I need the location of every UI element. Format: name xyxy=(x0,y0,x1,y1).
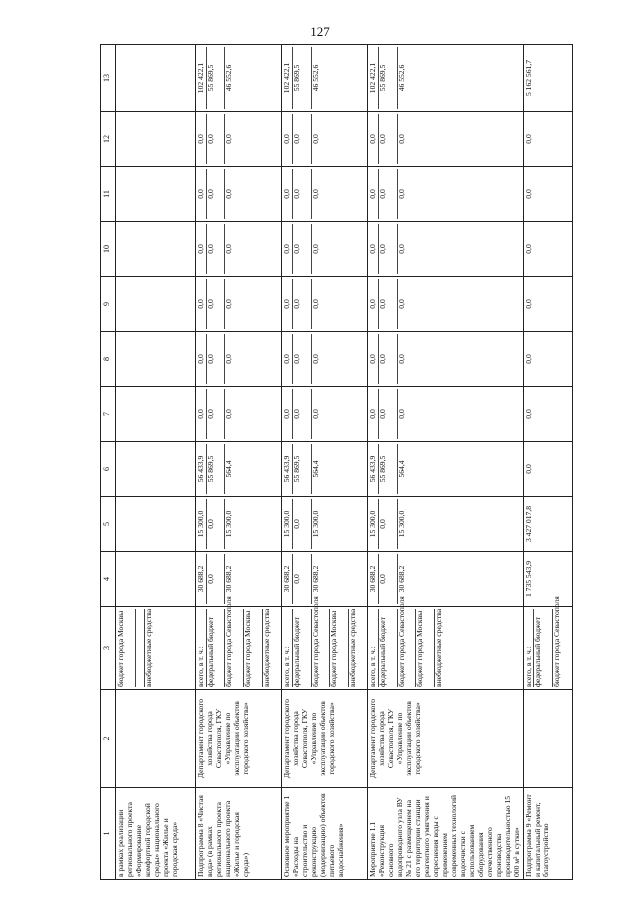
source-label: федеральный бюджет xyxy=(379,609,398,687)
row-executor: Департамент городского хозяйства города Севастополя, ГКУ «Управление по эксплуатации объектов городского хозяйства» xyxy=(282,690,368,788)
table-row xyxy=(196,45,282,880)
value-cell xyxy=(523,442,572,497)
value: 0,0 xyxy=(207,279,226,329)
value: 0,0 xyxy=(197,169,207,219)
row-sources xyxy=(282,596,368,690)
value: 0,0 xyxy=(396,299,406,309)
source-label: внебюджетные средства xyxy=(433,608,443,687)
value: 46 552,6 xyxy=(224,64,234,92)
value: 0,0 xyxy=(293,114,312,164)
value: 0,0 xyxy=(379,279,398,329)
source-label: бюджет города Москвы xyxy=(117,609,136,687)
value: 0,0 xyxy=(283,114,293,164)
value-cell xyxy=(368,277,523,332)
header-cell: 12 xyxy=(101,112,116,167)
source-label: федеральный бюджет xyxy=(534,609,553,687)
value: 30 688,2 xyxy=(283,554,293,604)
value: 0,0 xyxy=(197,114,207,164)
value-cell xyxy=(196,45,282,112)
budget-table xyxy=(100,44,573,880)
value-cell xyxy=(196,497,282,552)
value: 0,0 xyxy=(379,114,398,164)
value-cell xyxy=(116,277,196,332)
header-cell: 9 xyxy=(101,277,116,332)
source-label: бюджет города Москвы xyxy=(244,609,263,687)
value: 0,0 xyxy=(207,389,226,439)
header-cell: 7 xyxy=(101,387,116,442)
source-label: бюджет города Севастополя xyxy=(398,609,417,687)
value: 0,0 xyxy=(379,334,398,384)
value: 0,0 xyxy=(523,299,533,309)
value: 0,0 xyxy=(293,224,312,274)
value: 0,0 xyxy=(396,189,406,199)
value: 15 300,0 xyxy=(310,510,320,538)
value: 15 300,0 xyxy=(396,510,406,538)
value: 0,0 xyxy=(523,464,533,474)
value: 564,4 xyxy=(310,460,320,478)
value: 15 300,0 xyxy=(197,499,207,549)
value-cell xyxy=(196,387,282,442)
value: 0,0 xyxy=(224,354,234,364)
value: 56 433,9 xyxy=(197,444,207,494)
value-cell xyxy=(523,222,572,277)
value: 0,0 xyxy=(523,134,533,144)
value-cell xyxy=(523,552,572,607)
header-cell: 5 xyxy=(101,497,116,552)
value-cell xyxy=(282,112,368,167)
value: 0,0 xyxy=(293,169,312,219)
value: 0,0 xyxy=(369,224,379,274)
value-cell xyxy=(282,552,368,607)
value-cell xyxy=(282,222,368,277)
value: 0,0 xyxy=(283,169,293,219)
header-cell: 10 xyxy=(101,222,116,277)
row-sources xyxy=(368,596,523,690)
value: 0,0 xyxy=(283,334,293,384)
value: 0,0 xyxy=(207,169,226,219)
value-cell xyxy=(282,387,368,442)
value: 0,0 xyxy=(224,299,234,309)
value: 0,0 xyxy=(293,389,312,439)
row-sources xyxy=(196,596,282,690)
row-executor xyxy=(523,690,572,788)
source-label: всего, в т. ч.: xyxy=(525,609,535,687)
value-cell xyxy=(116,552,196,607)
value: 55 869,5 xyxy=(379,444,398,494)
value: 564,4 xyxy=(396,460,406,478)
value-cell xyxy=(368,497,523,552)
table-row xyxy=(523,45,572,880)
value-cell xyxy=(282,45,368,112)
value: 102 422,1 xyxy=(197,47,207,109)
row-name: Подпрограмма 9 «Ремонт и капитальный ремонт, благоустройство xyxy=(523,788,572,880)
table-row xyxy=(282,45,368,880)
value: 0,0 xyxy=(369,279,379,329)
value: 0,0 xyxy=(224,409,234,419)
value-cell xyxy=(523,277,572,332)
row-name: в рамках реализации регионального проекта «Формирование комфортной городской среды» национального проекта «Жилье и городская среда» xyxy=(116,788,196,880)
value: 0,0 xyxy=(310,134,320,144)
value: 0,0 xyxy=(293,499,312,549)
value: 102 422,1 xyxy=(283,47,293,109)
value-cell xyxy=(523,497,572,552)
row-executor: Департамент городского хозяйства города Севастополя, ГКУ «Управление по эксплуатации объектов городского хозяйства» xyxy=(196,690,282,788)
value-cell xyxy=(282,167,368,222)
value-cell xyxy=(368,222,523,277)
value-cell xyxy=(368,332,523,387)
value-cell xyxy=(282,497,368,552)
value: 0,0 xyxy=(224,244,234,254)
value: 55 869,5 xyxy=(207,47,226,109)
value: 30 688,2 xyxy=(197,554,207,604)
value: 55 869,5 xyxy=(293,47,312,109)
value: 0,0 xyxy=(207,114,226,164)
value: 0,0 xyxy=(283,389,293,439)
row-executor xyxy=(116,690,196,788)
value: 0,0 xyxy=(207,499,226,549)
value: 0,0 xyxy=(197,224,207,274)
value-cell xyxy=(196,277,282,332)
value: 0,0 xyxy=(379,169,398,219)
header-row xyxy=(101,45,116,880)
value-cell xyxy=(523,167,572,222)
value-cell xyxy=(368,552,523,607)
value: 15 300,0 xyxy=(283,499,293,549)
source-label: всего, в т. ч.: xyxy=(369,609,379,687)
value-cell xyxy=(116,167,196,222)
value: 0,0 xyxy=(396,244,406,254)
value: 0,0 xyxy=(197,279,207,329)
source-label: бюджет города Севастополя xyxy=(551,596,561,687)
header-cell: 4 xyxy=(101,552,116,607)
value-cell xyxy=(368,112,523,167)
row-name: Основное мероприятие 1 «Расходы на строительство и реконструкцию (модернизацию) объектов питьевого водоснабжения» xyxy=(282,788,368,880)
value: 0,0 xyxy=(369,169,379,219)
table-row xyxy=(368,45,523,880)
value: 0,0 xyxy=(207,554,226,604)
value: 15 300,0 xyxy=(224,510,234,538)
source-label: всего, в т. ч.: xyxy=(197,609,207,687)
value: 46 552,6 xyxy=(396,64,406,92)
value-cell xyxy=(282,277,368,332)
value: 0,0 xyxy=(379,389,398,439)
value: 0,0 xyxy=(293,334,312,384)
value-cell xyxy=(523,45,572,112)
value: 56 433,9 xyxy=(369,444,379,494)
value: 0,0 xyxy=(207,224,226,274)
value: 0,0 xyxy=(310,409,320,419)
value: 0,0 xyxy=(310,354,320,364)
source-label: бюджет города Севастополя xyxy=(312,609,331,687)
row-name: Мероприятие 1.1 «Реконструкция основного водопроводного узла ВУ № 21 с размещением на его территории станции реагентного умягчения и опреснения воды с применением современных технологий водоочистки с использованием оборудования отечественного производства производительностью 15 000 м³ в сутки» xyxy=(368,788,523,880)
value-cell xyxy=(282,332,368,387)
value: 0,0 xyxy=(207,334,226,384)
value: 55 869,5 xyxy=(379,47,398,109)
value: 0,0 xyxy=(283,224,293,274)
value: 0,0 xyxy=(224,134,234,144)
value-cell xyxy=(282,442,368,497)
value: 0,0 xyxy=(197,334,207,384)
value: 30 688,2 xyxy=(224,565,234,593)
value-cell xyxy=(368,387,523,442)
value: 0,0 xyxy=(310,189,320,199)
source-label: внебюджетные средства xyxy=(347,608,357,687)
value: 0,0 xyxy=(310,244,320,254)
header-cell: 11 xyxy=(101,167,116,222)
value: 0,0 xyxy=(523,354,533,364)
value: 0,0 xyxy=(293,554,312,604)
value: 55 869,5 xyxy=(293,444,312,494)
value-cell xyxy=(116,442,196,497)
value: 0,0 xyxy=(310,299,320,309)
value: 0,0 xyxy=(369,389,379,439)
value: 3 427 017,8 xyxy=(523,505,533,543)
value-cell xyxy=(368,167,523,222)
header-cell: 6 xyxy=(101,442,116,497)
value-cell xyxy=(523,112,572,167)
value: 46 552,6 xyxy=(310,64,320,92)
source-label: внебюджетные средства xyxy=(144,608,154,687)
header-cell: 3 xyxy=(101,607,116,690)
row-executor: Департамент городского хозяйства города Севастополя, ГКУ «Управление по эксплуатации объектов городского хозяйства» xyxy=(368,690,523,788)
value: 1 735 543,9 xyxy=(523,560,533,598)
value: 56 433,9 xyxy=(283,444,293,494)
source-label: федеральный бюджет xyxy=(207,609,226,687)
rotated-budget-table xyxy=(100,45,585,880)
header-cell: 13 xyxy=(101,45,116,112)
value-cell xyxy=(116,112,196,167)
value: 55 869,5 xyxy=(207,444,226,494)
value-cell xyxy=(196,112,282,167)
value-cell xyxy=(196,552,282,607)
value-cell xyxy=(368,45,523,112)
value: 5 162 561,7 xyxy=(523,59,533,97)
value: 30 688,2 xyxy=(310,565,320,593)
value: 102 422,1 xyxy=(369,47,379,109)
value-cell xyxy=(116,222,196,277)
value: 15 300,0 xyxy=(369,499,379,549)
value-cell xyxy=(196,167,282,222)
value: 564,4 xyxy=(224,460,234,478)
value: 0,0 xyxy=(379,554,398,604)
source-label: бюджет города Москвы xyxy=(330,609,349,687)
source-label: федеральный бюджет xyxy=(293,609,312,687)
value-cell xyxy=(196,332,282,387)
value-cell xyxy=(116,45,196,112)
value-cell xyxy=(368,442,523,497)
value-cell xyxy=(523,332,572,387)
source-label: внебюджетные средства xyxy=(261,608,271,687)
source-label: всего, в т. ч.: xyxy=(283,609,293,687)
value-cell xyxy=(523,387,572,442)
value-cell xyxy=(116,387,196,442)
value: 0,0 xyxy=(369,114,379,164)
value: 0,0 xyxy=(379,224,398,274)
value: 0,0 xyxy=(369,334,379,384)
value: 0,0 xyxy=(523,409,533,419)
header-cell: 8 xyxy=(101,332,116,387)
value: 0,0 xyxy=(283,279,293,329)
row-sources xyxy=(523,596,572,690)
value-cell xyxy=(116,332,196,387)
row-name: Подпрограмма 8 «Чистая вода» (в рамках регионального проекта национального проекта «Жилье и городская среда») xyxy=(196,788,282,880)
value: 0,0 xyxy=(396,409,406,419)
value: 0,0 xyxy=(396,134,406,144)
source-label: бюджет города Москвы xyxy=(416,609,435,687)
table-row xyxy=(116,45,196,880)
value: 0,0 xyxy=(197,389,207,439)
source-label: бюджет города Севастополя xyxy=(225,609,244,687)
value: 0,0 xyxy=(293,279,312,329)
value: 0,0 xyxy=(379,499,398,549)
table-body xyxy=(116,45,573,880)
value: 30 688,2 xyxy=(396,565,406,593)
header-cell: 2 xyxy=(101,690,116,788)
page-number: 127 xyxy=(310,24,330,39)
value: 0,0 xyxy=(224,189,234,199)
value-cell xyxy=(196,222,282,277)
value: 0,0 xyxy=(396,354,406,364)
value-cell xyxy=(196,442,282,497)
value: 0,0 xyxy=(523,189,533,199)
row-sources xyxy=(116,607,196,690)
value-cell xyxy=(116,497,196,552)
header-cell: 1 xyxy=(101,788,116,880)
value: 30 688,2 xyxy=(369,554,379,604)
value: 0,0 xyxy=(523,244,533,254)
